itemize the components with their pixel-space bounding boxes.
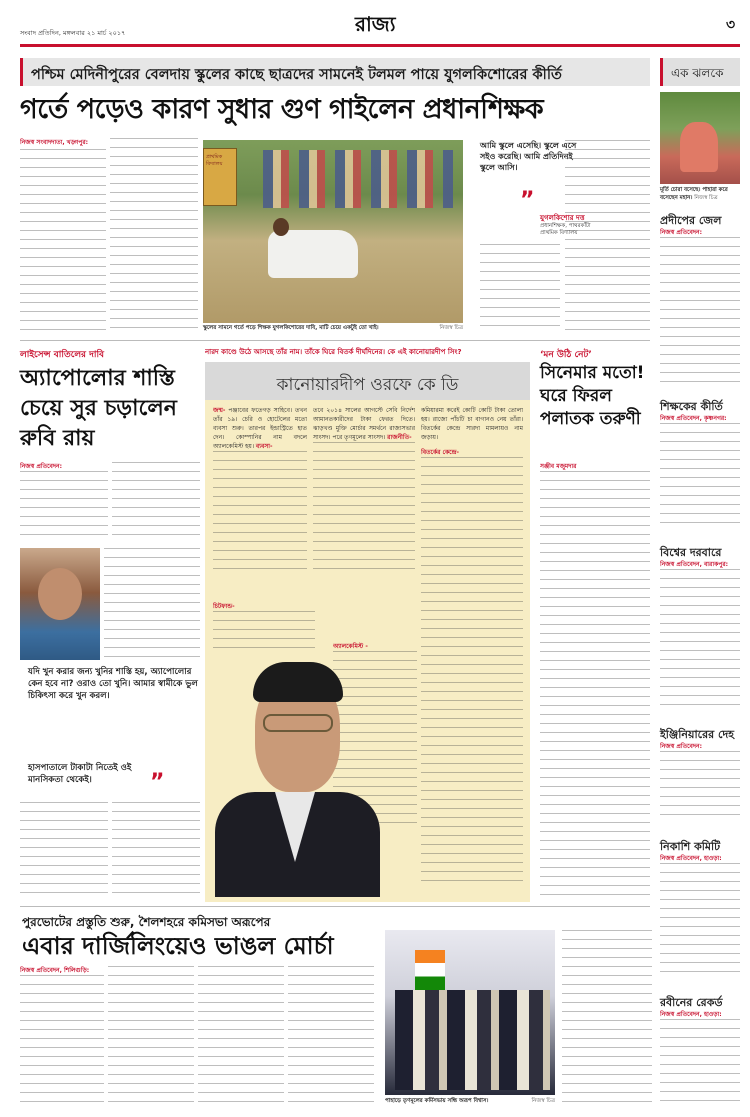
sidebar-item-body — [660, 742, 740, 828]
masthead — [20, 8, 740, 48]
sidebar-photo-caption — [660, 186, 740, 202]
sidebar-item-byline: নিজস্ব প্রতিবেদন, কৃষ্ণনগর: — [660, 415, 727, 422]
spectacles-icon — [263, 714, 333, 732]
sidebar-title: এক ঝলকে — [671, 66, 724, 80]
apollo-body-col4 — [20, 802, 108, 896]
lead-byline: নিজস্ব সংবাদদাতা, খড়্গপুর: — [20, 139, 89, 146]
lead-headline: গর্তে পড়েও কারণ সুধার গুণ গাইলেন প্রধানশিক্ষক — [20, 94, 544, 125]
text-lines — [421, 457, 523, 886]
darjeeling-body-col2 — [108, 966, 194, 1108]
kanoyar-col2 — [313, 406, 415, 596]
lead-body-col1 — [20, 138, 106, 336]
sidebar — [660, 58, 740, 1108]
caption-text: স্কুলের সামনে গর্তে পড়ে শিক্ষক যুগলকিশোরের দাবি, মাটি চেয়ে একটুই তো খাই। — [203, 325, 379, 331]
section-title: রাজ্য — [355, 12, 396, 36]
text-lines — [112, 462, 200, 540]
divider — [20, 340, 650, 341]
sidebar-item-body — [660, 414, 740, 534]
figure — [680, 122, 718, 172]
sidebar-item-title: শিক্ষকের কীর্তি — [660, 400, 723, 413]
sidebar-item-byline: নিজস্ব প্রতিবেদন, হাওড়া: — [660, 1011, 722, 1018]
kanoyar-panel — [205, 362, 530, 902]
text-lines — [288, 966, 374, 1106]
caption-credit: নিজস্ব চিত্র — [694, 195, 718, 201]
sidebar-item-body — [660, 1010, 740, 1106]
teacher-head — [273, 218, 289, 236]
quote-mark-icon: ” — [520, 188, 535, 213]
sidebar-item-title: বিশ্বের দরবারে — [660, 546, 722, 559]
kanoyar-portrait — [215, 642, 380, 897]
lead-body-col2 — [110, 138, 198, 336]
face — [38, 568, 82, 620]
apollo-headline: অ্যাপোলোর শাস্তি চেয়ে সুর চড়ালেন রুবি রায় — [20, 366, 177, 451]
text-lines — [660, 1019, 740, 1101]
sidebar-item-title: রবীনের রেকর্ড — [660, 996, 723, 1009]
sidebar-item-title: নিকাশি কমিটি — [660, 840, 721, 853]
label-controversy: বিতর্কের কেন্দ্রে- — [421, 449, 459, 456]
lead-quote-text: আমি স্কুলে এসেছি। স্কুলে এসে সইও করেছি। আমি প্রতিদিনই স্কুলে আসি। — [480, 141, 577, 172]
kanoyar-kicker: নারদ কাণ্ডে উঠে আসছে তাঁর নাম। তাঁকে ঘিরে বিতর্ক দীর্ঘদিনের। কে এই কানোয়ারদীপ সিং? — [205, 348, 462, 356]
apollo-kicker: লাইসেন্স বাতিলের দাবি — [20, 350, 105, 360]
label-birth: জন্ম- — [213, 407, 226, 414]
darjeeling-headline: এবার দার্জিলিংয়েও ভাঙল মোর্চা — [22, 932, 334, 960]
text-lines — [540, 471, 650, 901]
text-lines — [660, 237, 740, 387]
text-lines — [660, 863, 740, 979]
apollo-pull-quote: যদি খুন করার জন্য খুনির শাস্তি হয়, অ্যাপোলোর কেন হবে না? ওরাও তো খুনি। আমার স্বামীকে ভুল চিকিৎসা করে খুন করল। — [28, 667, 198, 701]
text-lines — [112, 802, 200, 894]
darjeeling-body-col3 — [198, 966, 284, 1108]
lead-quote-role: প্রধানশিক্ষক, পাথরকাঁটা প্রাথমিক বিদ্যালয় — [540, 223, 591, 236]
kanoyar-col3 — [421, 406, 523, 886]
party-flag-icon — [415, 950, 445, 990]
text-lines — [108, 966, 194, 1106]
text-lines — [660, 423, 740, 529]
apollo-body-col5 — [112, 802, 200, 896]
label-finance: চিটফান্ড- — [213, 603, 235, 610]
cinema-headline: সিনেমার মতো! ঘরে ফিরল পলাতক তরুণী — [540, 363, 645, 429]
text-lines — [198, 966, 284, 1106]
caption-credit: নিজস্ব চিত্র — [531, 1098, 555, 1104]
apollo-body-col1 — [20, 462, 108, 542]
lead-photo — [203, 140, 463, 323]
ruby-roy-photo — [20, 548, 100, 660]
text-lines — [20, 975, 104, 1105]
caption-text: পাহাড়ে তৃণমূলের কর্মিসভায় সন্ধি অরূপ বিশ্বাস। — [385, 1098, 489, 1104]
sidebar-item-byline: নিজস্ব প্রতিবেদন: — [660, 743, 702, 750]
lead-strap-text: পশ্চিম মেদিনীপুরের বেলদায় স্কুলের কাছে ছাত্রদের সামনেই টলমল পায়ে যুগলকিশোরের কীর্তি — [31, 67, 562, 83]
sidebar-item-body — [660, 854, 740, 984]
controversy-label — [421, 448, 523, 457]
sidebar-item-byline: নিজস্ব প্রতিবেদন: — [660, 229, 702, 236]
sidebar-item-body — [660, 228, 740, 392]
apollo-pull-quote-tail: হাসপাতালে টাকাটা নিতেই ওই মানসিকতা থেকেই। — [28, 763, 132, 785]
text-lines — [213, 451, 307, 571]
apollo-byline: নিজস্ব প্রতিবেদন: — [20, 463, 62, 470]
kanoyar-col2-text: তবে ২০১৪ সালের আগস্টে সেবি নির্দেশ আমানতকারীদের টাকা ফেরত দিতে। ঝাড়খণ্ড মুক্তি মোর্চার সমর্থনে রাজ্যসভার সাংসদ। পরে তৃণমূলের সাংসদ। — [313, 407, 415, 441]
quote-mark-icon: ” — [150, 770, 165, 795]
cinema-body — [540, 462, 650, 902]
teacher-figure — [268, 230, 358, 278]
label-business: ব্যবসা- — [255, 443, 273, 450]
cinema-byline: সঞ্জীব মজুমদার — [540, 463, 577, 470]
sidebar-item-title: প্রদীপের জেল — [660, 214, 722, 227]
darjeeling-byline: নিজস্ব প্রতিবেদন, শিলিগুড়ি: — [20, 967, 90, 974]
kanoyar-col1-text: পঞ্জাবের ফতেগড় সাহিবে। তখন তাঁর ১৯। চেরি ও হোটেলের মতো ব্যবসা শুরু। তারপর ইন্ডাস্ট্রিতে হাত দেন। কোম্পানির নাম বদলে অ্যালকেমিস্ট হয়। — [213, 407, 307, 450]
masthead-rule — [20, 44, 740, 47]
sidebar-item-byline: নিজস্ব প্রতিবেদন, বারাকপুর: — [660, 561, 729, 568]
sidebar-item-title: ইঞ্জিনিয়ারের দেহ — [660, 728, 735, 741]
kanoyar-title-band — [205, 362, 530, 400]
caption-credit: নিজস্ব চিত্র — [439, 325, 463, 331]
divider — [20, 906, 650, 907]
lead-body-col4 — [565, 140, 650, 336]
lead-photo-caption — [203, 324, 463, 332]
caption-text: মূর্তি চোরা বসেছে। পাহারা করে বসেছেন মহান। — [660, 187, 728, 201]
sidebar-item-body — [660, 560, 740, 716]
paper-date: সংবাদ প্রতিদিন, মঙ্গলবার ২১ মার্চ ২০১৭ — [20, 29, 126, 37]
darjeeling-body-col4 — [288, 966, 374, 1108]
apollo-body-col3 — [104, 548, 200, 660]
sidebar-item-byline: নিজস্ব প্রতিবেদন, হাওড়া: — [660, 855, 722, 862]
apollo-body-col2 — [112, 462, 200, 542]
text-lines — [660, 751, 740, 823]
darjeeling-body-col1 — [20, 966, 104, 1108]
text-lines — [565, 140, 650, 334]
kanoyar-col3-text: কমিয়ারমা করেই কোটি কোটি টাকা তোলা হয়। রাজ্যে পাঁচটি চা বাগানও নেয় তাঁরা। বিতর্কের কেন্দ্রে সারদা মামলায়ও নাম জড়ায়। — [421, 407, 523, 441]
lead-quote-name: যুগলকিশোর দত্ত — [540, 214, 585, 222]
text-lines — [20, 471, 108, 541]
label-alchemist: অ্যালকেমিস্ট - — [333, 643, 368, 650]
text-lines — [20, 802, 108, 894]
darjeeling-photo — [385, 930, 555, 1095]
kanoyar-col1 — [213, 406, 307, 596]
text-lines — [660, 569, 740, 711]
students-group — [263, 150, 453, 208]
label-politics: রাজনীতি- — [387, 434, 412, 441]
sidebar-header — [660, 58, 740, 86]
school-sign: প্রাথমিক বিদ্যালয় — [206, 154, 223, 167]
text-lines — [110, 138, 198, 334]
text-lines — [562, 930, 652, 1106]
lead-strap — [20, 58, 650, 86]
text-lines — [20, 149, 106, 336]
darjeeling-strap: পুরভোটের প্রস্তুতি শুরু, শৈলশহরে কমিসভা অরূপের — [22, 915, 271, 929]
darjeeling-photo-caption — [385, 1098, 555, 1106]
page-number: ৩ — [726, 17, 736, 33]
cinema-kicker: ‘মন উঠি নেট’ — [540, 350, 592, 360]
darjeeling-body-col5 — [562, 930, 652, 1108]
people-group — [395, 990, 550, 1090]
sidebar-photo — [660, 92, 740, 184]
portrait-hair — [253, 662, 343, 702]
kanoyar-title: কানোয়ারদীপ ওরফে কে ডি — [276, 375, 459, 395]
lead-body-col3 — [480, 244, 560, 336]
text-lines — [313, 442, 415, 572]
text-lines — [480, 244, 560, 334]
text-lines — [104, 548, 200, 658]
